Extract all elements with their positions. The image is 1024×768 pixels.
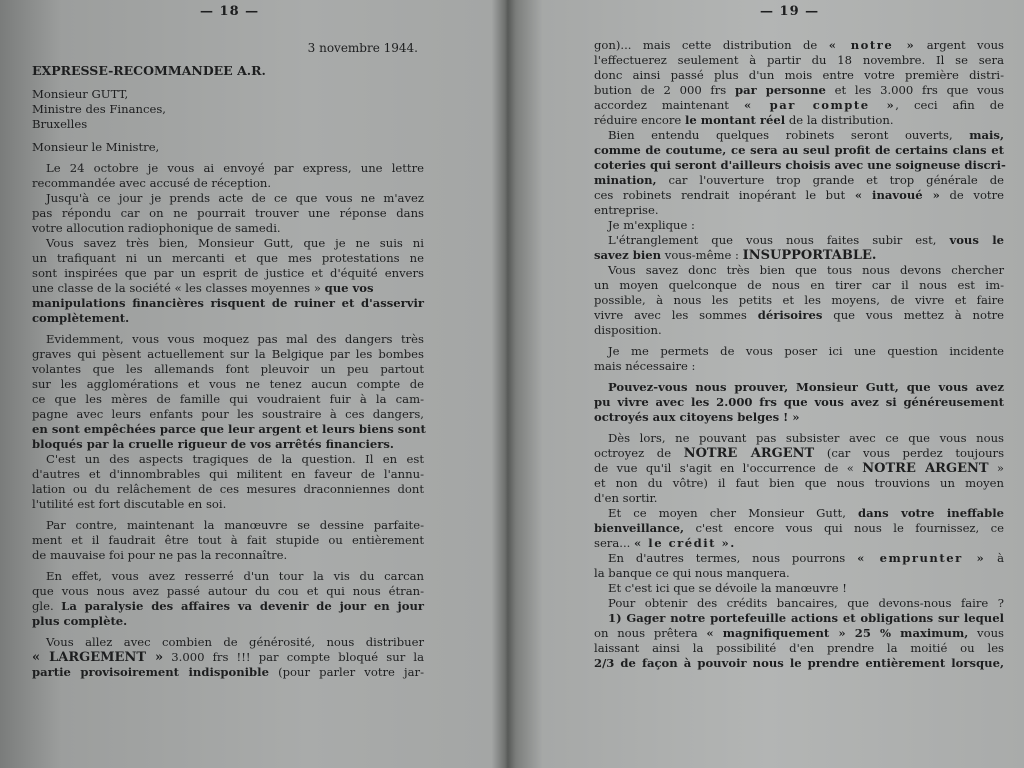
text-line: un trafiquant ni un mercanti et que mes protestations ne (32, 251, 424, 265)
text-line: bution de 2 000 frs par personne et les 3.000 frs que vous (594, 83, 1004, 97)
letter-text-continued (594, 38, 1004, 671)
text-line-bold: 2/3 de façon à pouvoir nous le prendre entièrement lorsque, (594, 656, 1004, 670)
text-line: L'étranglement que vous nous faites subir est, vous le (608, 233, 1005, 247)
text-line: bienveillance, c'est encore vous qui nous le fournissez, ce (594, 521, 1004, 535)
text-line: En d'autres termes, nous pourrons « emprunter » à (608, 551, 1005, 565)
text-line: volantes que les allemands font pleuvoir un peu partout (32, 362, 424, 376)
text-line-bold: octroyés aux citoyens belges ! » (594, 410, 800, 424)
letter-date: 3 novembre 1944. (307, 41, 418, 55)
text-line: Bien entendu quelques robinets seront ouverts, mais, (608, 128, 1004, 142)
text-line: ces robinets rendrait inopérant le but « inavoué » de votre (594, 188, 1004, 202)
page-number: — 18 — (200, 4, 260, 19)
text-line-bold: bloqués par la cruelle rigueur de vos arrêtés financiers. (32, 437, 394, 451)
text-line: octroyez de NOTRE ARGENT (car vous perdez toujours (594, 446, 1005, 461)
text-line: Et ce moyen cher Monsieur Gutt, dans votre ineffable (608, 506, 1004, 520)
text-line: En effet, vous avez resserré d'un tour la vis du carcan (46, 569, 424, 583)
text-line-bold: comme de coutume, ce sera au seul profit de certains clans et (594, 143, 1004, 157)
text-line: Et c'est ici que se dévoile la manœuvre ! (608, 581, 847, 595)
text-line: donc ainsi passé plus d'un mois entre votre première distri- (594, 68, 1004, 82)
text-line: on nous prêtera « magnifiquement » 25 % maximum, vous (594, 626, 1004, 640)
text-line: Evidemment, vous vous moquez pas mal des dangers très (46, 332, 424, 346)
text-line: partie provisoirement indisponible (pour parler votre jar- (32, 665, 424, 679)
text-line: savez bien vous-même : INSUPPORTABLE. (594, 248, 877, 263)
text-line: une classe de la société « les classes moyennes » que vos (32, 281, 374, 295)
text-line: Je m'explique : (608, 218, 695, 232)
text-line-bold: 1) Gager notre portefeuille actions et obligations sur lequel (608, 611, 1004, 625)
text-line: « LARGEMENT » 3.000 frs !!! par compte bloqué sur la (32, 650, 425, 665)
text-line: réduire encore le montant réel de la distribution. (594, 113, 894, 127)
letter-text (32, 41, 424, 680)
text-line: pagne avec leurs enfants pour les soustraire à ces dangers, (32, 407, 424, 421)
text-line: Je me permets de vous poser ici une question incidente (608, 344, 1004, 358)
letter-title: EXPRESSE-RECOMMANDEE A.R. (32, 63, 266, 78)
text-line: d'en sortir. (594, 491, 658, 505)
text-line-bold: pu vivre avec les 2.000 frs que vous avez si généreusement (594, 395, 1004, 409)
text-line: sur les agglomérations et vous ne tenez aucun compte de (32, 377, 424, 391)
text-line: mination, car l'ouverture trop grande et trop générale de (594, 173, 1004, 187)
text-line: recommandée avec accusé de réception. (32, 176, 272, 190)
text-line: C'est un des aspects tragiques de la question. Il en est (46, 452, 424, 466)
text-line: Vous savez très bien, Monsieur Gutt, que je ne suis ni (46, 236, 424, 250)
text-line: pas répondu car on ne pourrait trouver une réponse dans (32, 206, 424, 220)
text-line-bold: Pouvez-vous nous prouver, Monsieur Gutt, que vous avez (608, 380, 1004, 394)
text-line-bold: complètement. (32, 311, 130, 325)
text-line: graves qui pèsent actuellement sur la Belgique par les bombes (32, 347, 424, 361)
salutation: Monsieur le Ministre, (32, 140, 160, 154)
text-line: sera... « le crédit ». (594, 536, 736, 550)
text-line: l'utilité est fort discutable en soi. (32, 497, 227, 511)
text-line: Jusqu'à ce jour je prends acte de ce que vous ne m'avez (46, 191, 424, 205)
text-line-bold: coteries qui seront d'ailleurs choisis avec une soigneuse discri- (594, 158, 1006, 172)
text-line: Par contre, maintenant la manœuvre se dessine parfaite- (46, 518, 424, 532)
text-line: ment et il faudrait être tout à fait stupide ou entièrement (32, 533, 424, 547)
text-line: gle. La paralysie des affaires va devenir de jour en jour (32, 599, 424, 613)
text-line: sont inspirées que par un esprit de justice et d'équité envers (32, 266, 424, 280)
text-line: votre allocution radiophonique de samedi. (32, 221, 281, 235)
address-line: Bruxelles (32, 117, 88, 131)
text-line: accordez maintenant « par compte », ceci afin de (594, 98, 1004, 112)
text-line: Dès lors, ne pouvant pas subsister avec ce que vous nous (608, 431, 1004, 445)
text-line-bold: plus complète. (32, 614, 128, 628)
text-line: laissant ainsi la possibilité d'en prendre la moitié ou les (594, 641, 1004, 655)
text-line: ce que les mères de famille qui voudraient fuir à la cam- (32, 392, 424, 406)
text-line: la banque ce qui nous manquera. (594, 566, 790, 580)
text-line: de mauvaise foi pour ne pas la reconnaître. (32, 548, 288, 562)
page-number: — 19 — (760, 4, 820, 19)
text-line: mais nécessaire : (594, 359, 696, 373)
text-line: un moyen quelconque de nous en tirer car il nous est im- (594, 278, 1004, 292)
text-line: Pour obtenir des crédits bancaires, que devons-nous faire ? (608, 596, 1004, 610)
right-page (508, 0, 1024, 768)
text-line: lation ou du relâchement de ces mesures draconniennes dont (32, 482, 424, 496)
text-line: possible, à nous les petits et les moyens, de vivre et faire (594, 293, 1004, 307)
text-line: d'autres et d'innombrables qui militent en faveur de l'annu- (32, 467, 424, 481)
text-line: entreprise. (594, 203, 659, 217)
text-line: Vous allez avec combien de générosité, nous distribuer (46, 635, 424, 649)
text-line: vivre avec les sommes dérisoires que vous mettez à notre (594, 308, 1005, 322)
text-line-bold: manipulations financières risquent de ruiner et d'asservir (32, 296, 424, 310)
text-line: que vous nous avez passé autour du cou et qui nous étran- (32, 584, 424, 598)
address-line: Ministre des Finances, (32, 102, 166, 116)
text-line: gon)... mais cette distribution de « notre » argent vous (594, 38, 1004, 52)
text-line: de vue qu'il s'agit en l'occurrence de « NOTRE ARGENT » (594, 461, 1004, 476)
address-line: Monsieur GUTT, (32, 87, 129, 101)
text-line: disposition. (594, 323, 662, 337)
text-line: Le 24 octobre je vous ai envoyé par express, une lettre (46, 161, 424, 175)
left-page (0, 0, 500, 768)
text-line: et non du vôtre) il faut bien que nous trouvions un moyen (594, 476, 1004, 490)
text-line: l'effectuerez seulement à partir du 18 novembre. Il se sera (594, 53, 1004, 67)
text-line-bold: en sont empêchées parce que leur argent et leurs biens sont (32, 422, 426, 436)
text-line: Vous savez donc très bien que tous nous devons chercher (608, 263, 1004, 277)
